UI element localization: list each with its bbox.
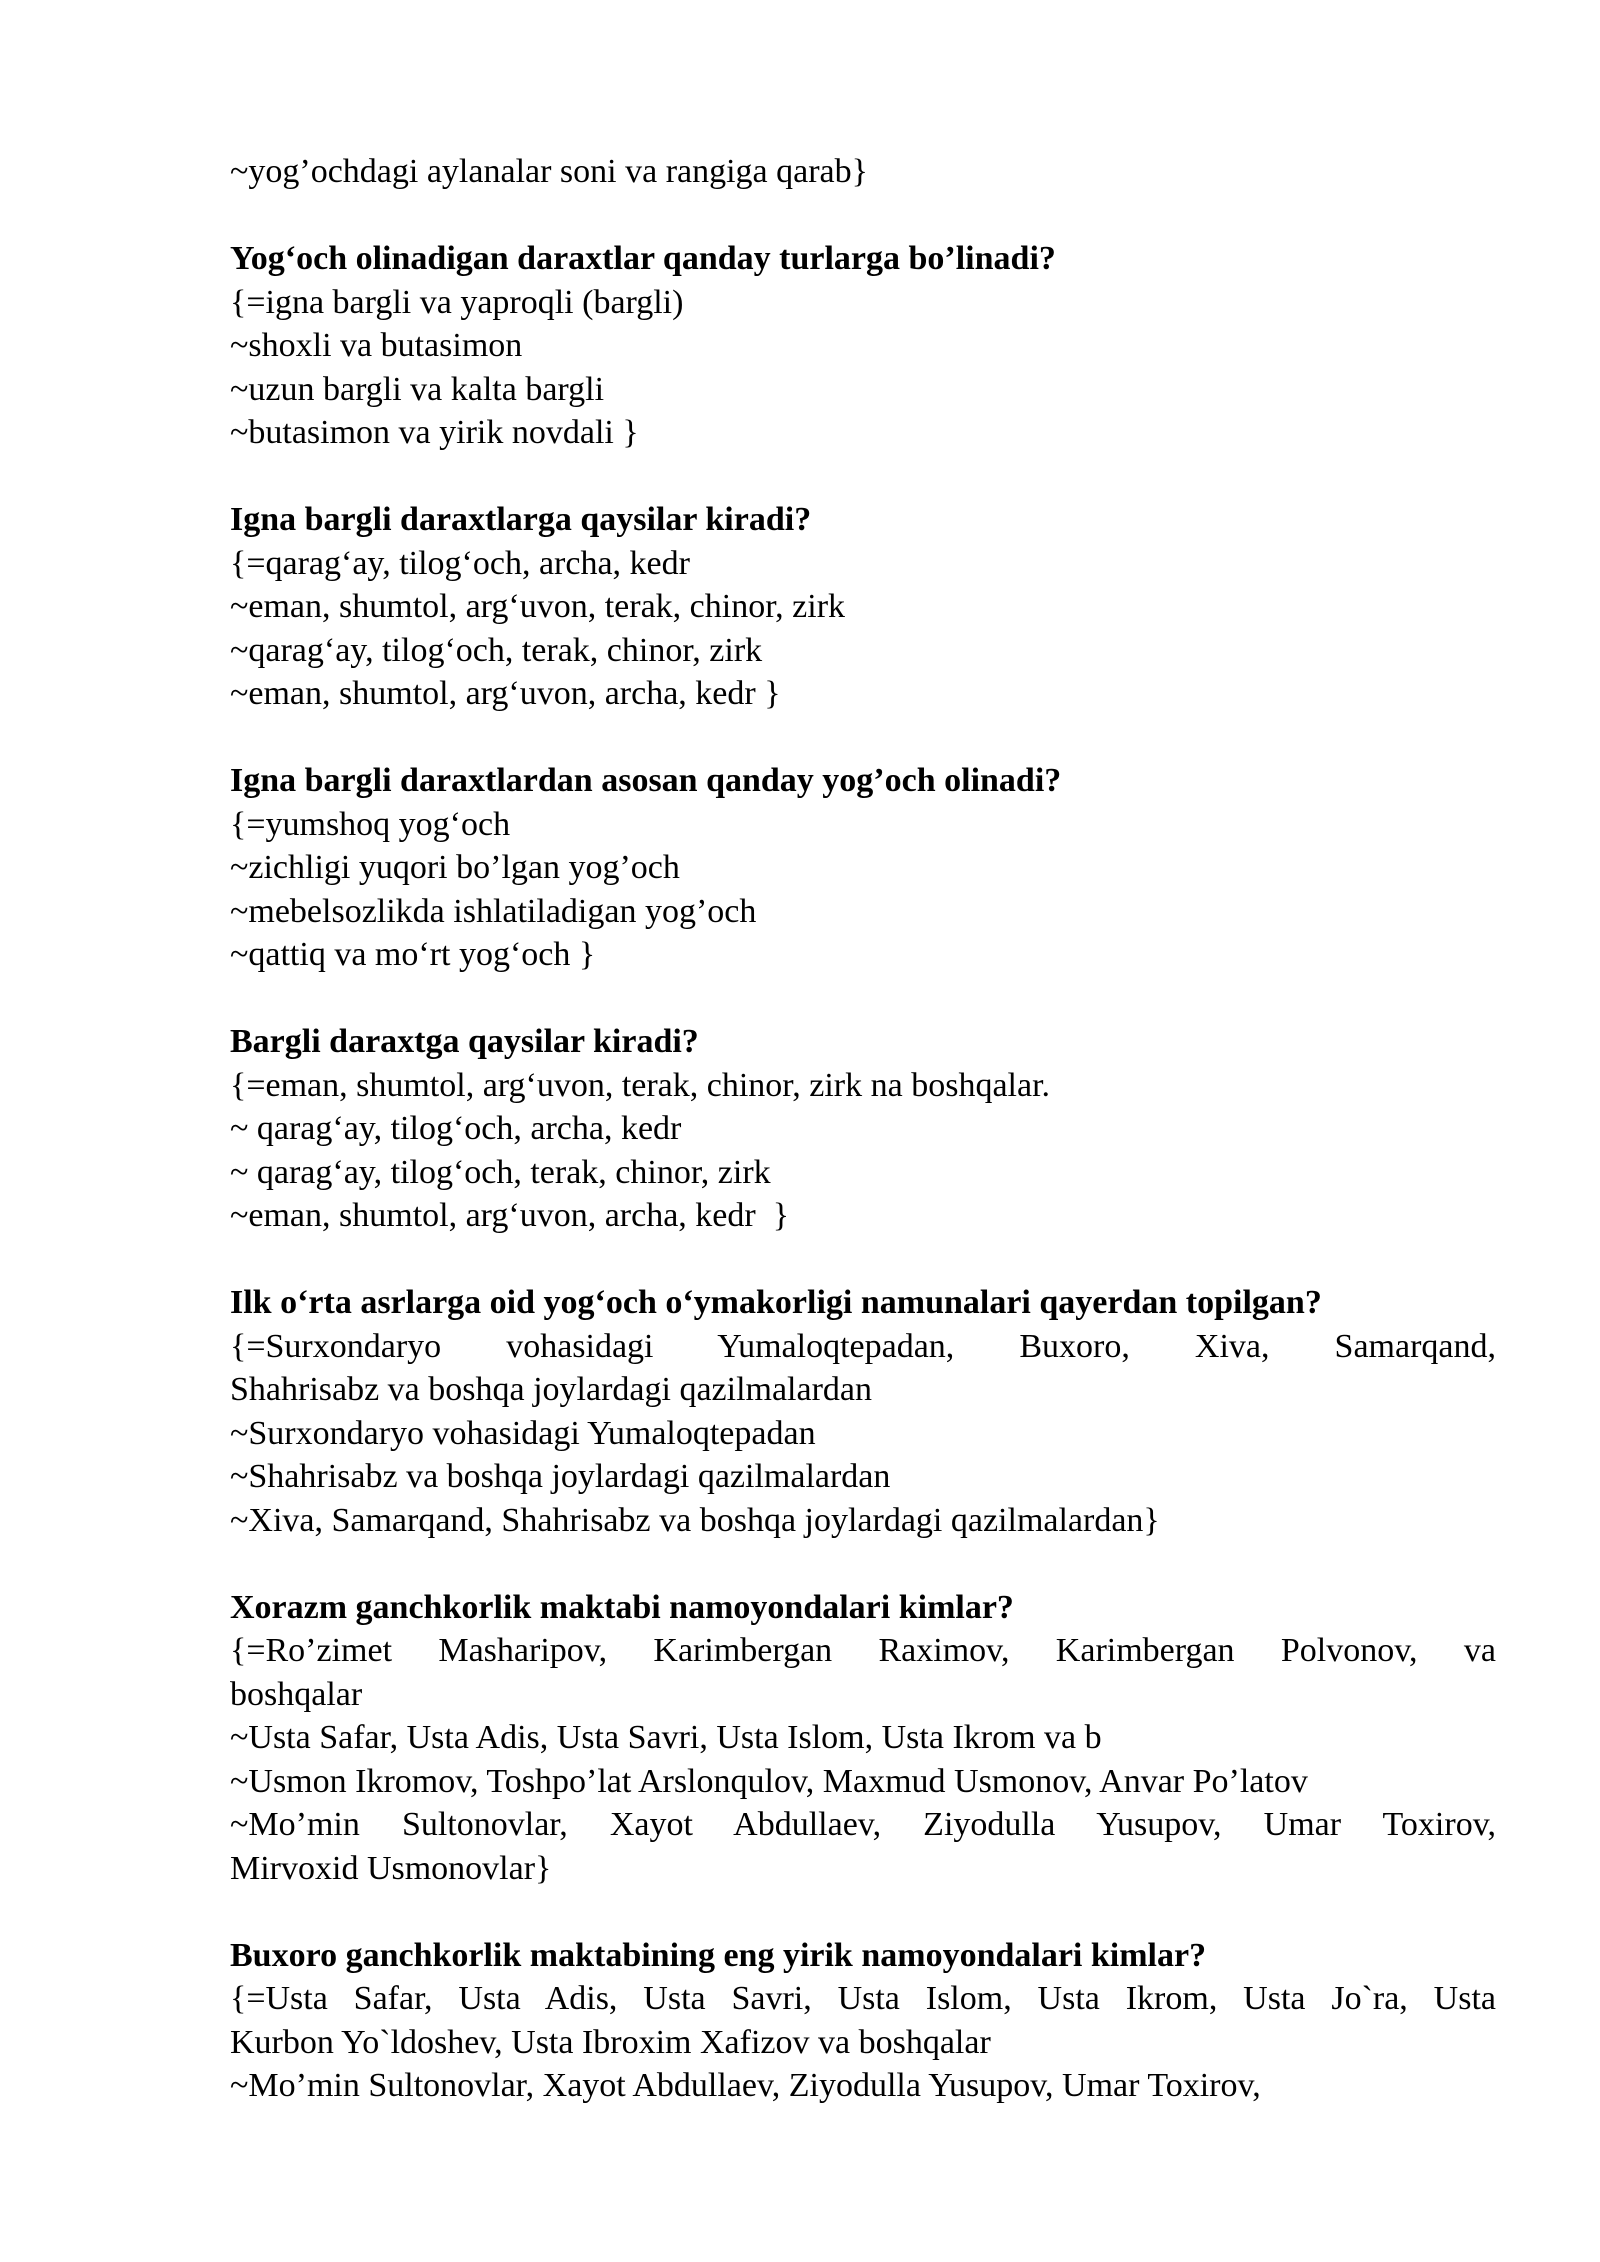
answer-line: ~butasimon va yirik novdali } — [230, 414, 639, 451]
answer-line: ~mebelsozlikda ishlatiladigan yog’och — [230, 892, 757, 930]
paragraph-gap — [230, 1890, 1496, 1934]
answer-line: ~Mo’min Sultonovlar, Xayot Abdullaev, Ziyodulla Yusupov, Umar Toxirov, — [230, 1806, 1496, 1843]
answer-line: ~Shahrisabz va boshqa joylardagi qazilmalardan — [230, 1458, 891, 1495]
question-block — [230, 1238, 1496, 1543]
paragraph-gap — [230, 977, 1496, 1021]
question-block — [230, 977, 1496, 1238]
question-block — [230, 455, 1496, 716]
answer-line: ~Xiva, Samarqand, Shahrisabz va boshqa joylardagi qazilmalardan} — [230, 1501, 1160, 1539]
answer-line: ~eman, shumtol, arg‘uvon, terak, chinor, zirk — [230, 588, 846, 625]
answer-line: ~eman, shumtol, arg‘uvon, archa, kedr } — [230, 1197, 790, 1234]
answer-line: ~yog’ochdagi aylanalar soni va rangiga qarab} — [230, 153, 868, 190]
answer-line: ~ qarag‘ay, tilog‘och, terak, chinor, zirk — [230, 1153, 771, 1191]
answer-line: ~Usmon Ikromov, Toshpo’lat Arslonqulov, Maxmud Usmonov, Anvar Po’latov — [230, 1762, 1308, 1800]
answer-line: ~qarag‘ay, tilog‘och, terak, chinor, zirk — [230, 631, 763, 669]
answer-line: ~ qarag‘ay, tilog‘och, archa, kedr — [230, 1110, 682, 1147]
answer-line: ~uzun bargli va kalta bargli — [230, 370, 605, 408]
answer-line: ~eman, shumtol, arg‘uvon, archa, kedr } — [230, 675, 781, 712]
answer-line: Shahrisabz va boshqa joylardagi qazilmalardan — [230, 1371, 872, 1408]
question-block — [230, 1890, 1496, 2108]
question-text: Xorazm ganchkorlik maktabi namoyondalari kimlar? — [230, 1588, 1014, 1626]
answer-line: ~zichligi yuqori bo’lgan yog’och — [230, 849, 680, 886]
answer-line: {=yumshoq yog‘och — [230, 805, 511, 843]
question-text: Ilk o‘rta asrlarga oid yog‘och o‘ymakorligi namunalari qayerdan topilgan? — [230, 1284, 1322, 1321]
answer-line: {=eman, shumtol, arg‘uvon, terak, chinor, zirk na boshqalar. — [230, 1066, 1051, 1104]
answer-line: boshqalar — [230, 1675, 363, 1713]
answer-line: {=igna bargli va yaproqli (bargli) — [230, 283, 684, 321]
question-text: Bargli daraxtga qaysilar kiradi? — [230, 1023, 699, 1060]
paragraph-gap — [230, 1238, 1496, 1282]
question-text: Buxoro ganchkorlik maktabining eng yirik namoyondalari kimlar? — [230, 1936, 1207, 1974]
answer-line: Mirvoxid Usmonovlar} — [230, 1849, 552, 1887]
document-page — [230, 150, 1496, 2108]
paragraph-gap — [230, 455, 1496, 499]
answer-line: ~shoxli va butasimon — [230, 327, 523, 364]
answer-line: Kurbon Yo`ldoshev, Usta Ibroxim Xafizov va boshqalar — [230, 2023, 991, 2061]
answer-line: {=Usta Safar, Usta Adis, Usta Savri, Usta Islom, Usta Ikrom, Usta Jo`ra, Usta — [230, 1980, 1496, 2017]
answer-line: ~Surxondaryo vohasidagi Yumaloqtepadan — [230, 1414, 816, 1452]
paragraph-gap — [230, 1542, 1496, 1586]
answer-line: {=Surxondaryo vohasidagi Yumaloqtepadan, Buxoro, Xiva, Samarqand, — [230, 1327, 1496, 1365]
paragraph-gap — [230, 194, 1496, 238]
question-block — [230, 716, 1496, 977]
question-block — [230, 194, 1496, 455]
answer-line: ~Mo’min Sultonovlar, Xayot Abdullaev, Ziyodulla Yusupov, Umar Toxirov, — [230, 2067, 1261, 2104]
question-text: Yog‘och olinadigan daraxtlar qanday turlarga bo’linadi? — [230, 240, 1056, 277]
paragraph-gap — [230, 716, 1496, 760]
question-block — [230, 150, 1496, 194]
answer-line: {=qarag‘ay, tilog‘och, archa, kedr — [230, 544, 690, 582]
question-text: Igna bargli daraxtlardan asosan qanday yog’och olinadi? — [230, 762, 1062, 799]
answer-line: {=Ro’zimet Masharipov, Karimbergan Raximov, Karimbergan Polvonov, va — [230, 1632, 1496, 1669]
answer-line: ~qattiq va mo‘rt yog‘och } — [230, 936, 596, 973]
question-block — [230, 1542, 1496, 1890]
answer-line: ~Usta Safar, Usta Adis, Usta Savri, Usta Islom, Usta Ikrom va b — [230, 1719, 1102, 1756]
question-text: Igna bargli daraxtlarga qaysilar kiradi? — [230, 501, 812, 538]
